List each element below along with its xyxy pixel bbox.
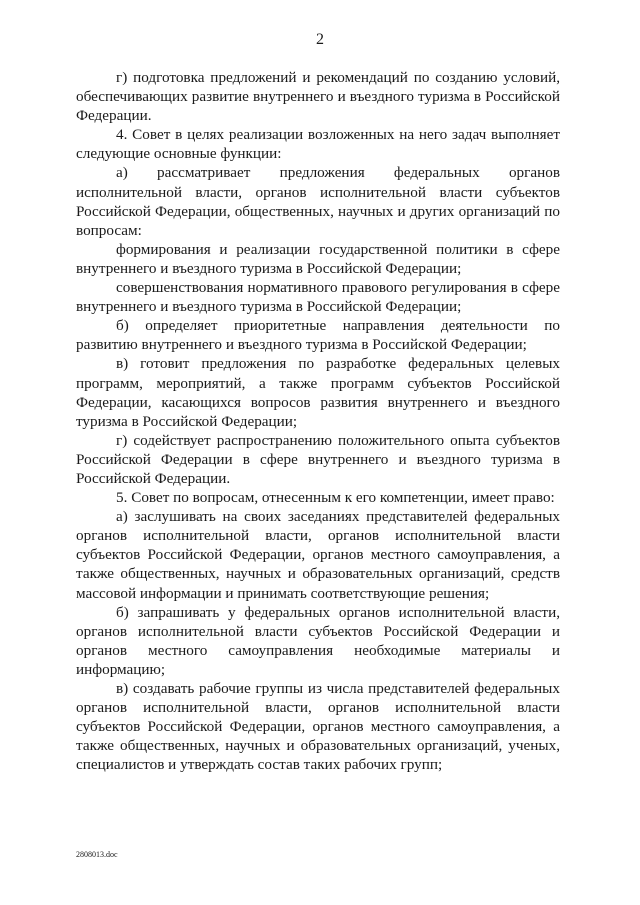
paragraph-section-4: 4. Совет в целях реализации возложенных на него задач выполняет следующие основные функции: bbox=[76, 126, 560, 163]
paragraph-item-v-working-groups: в) создавать рабочие группы из числа представителей федеральных органов исполнительной власти, органов исполнительной власти субъектов Российской Федерации, органов местного самоуправления, а также общественных, научных и образовательных организаций, ученых, специалистов и утверждать состав таких рабочих групп; bbox=[76, 680, 560, 774]
paragraph-item-g-experience: г) содействует распространению положительного опыта субъектов Российской Федерации в сфере внутреннего и въездного туризма в Российской Федерации. bbox=[76, 431, 560, 487]
paragraph-item-g-proposals: г) подготовка предложений и рекомендаций по созданию условий, обеспечивающих развитие внутреннего и въездного туризма в Российской Федерации. bbox=[76, 69, 560, 125]
page-number: 2 bbox=[316, 31, 324, 48]
paragraph-item-v-programs: в) готовит предложения по разработке федеральных целевых программ, мероприятий, а также программ субъектов Российской Федерации, касающихся вопросов развития внутреннего и въездного туризма в Российской Федерации; bbox=[76, 355, 560, 430]
paragraph-section-5: 5. Совет по вопросам, отнесенным к его компетенции, имеет право: bbox=[116, 489, 555, 507]
paragraph-subitem-policy: формирования и реализации государственной политики в сфере внутреннего и въездного туризма в Российской Федерации; bbox=[76, 240, 560, 277]
paragraph-item-b-priorities: б) определяет приоритетные направления деятельности по развитию внутреннего и въездного туризма в Российской Федерации; bbox=[76, 317, 560, 354]
paragraph-item-a-reviews: а) рассматривает предложения федеральных органов исполнительной власти, органов исполнительной власти субъектов Российской Федерации, общественных, научных и других организаций по вопросам: bbox=[76, 164, 560, 239]
paragraph-subitem-regulation: совершенствования нормативного правового регулирования в сфере внутреннего и въездного туризма в Российской Федерации; bbox=[76, 279, 560, 316]
document-body bbox=[76, 68, 560, 774]
file-name-footer: 2808013.doc bbox=[76, 850, 118, 859]
paragraph-item-a-hearings: а) заслушивать на своих заседаниях представителей федеральных органов исполнительной власти, органов исполнительной власти субъектов Российской Федерации, органов местного самоуправления, а также общественных, научных и образовательных организаций, средств массовой информации и принимать соответствующие решения; bbox=[76, 508, 560, 602]
paragraph-item-b-requests: б) запрашивать у федеральных органов исполнительной власти, органов исполнительной власти субъектов Российской Федерации и органов местного самоуправления необходимые материалы и информацию; bbox=[76, 603, 560, 678]
